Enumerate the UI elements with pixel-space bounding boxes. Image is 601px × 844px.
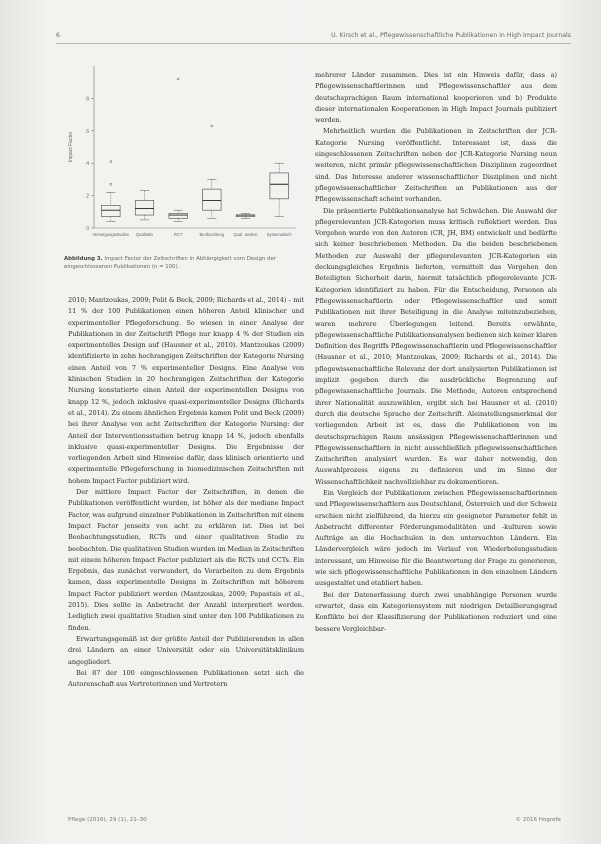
y-tick-label: 6	[86, 128, 89, 135]
left-column	[68, 295, 304, 690]
y-axis-label: Impact Factor	[68, 131, 74, 163]
box	[135, 200, 154, 215]
outlier-point	[211, 125, 213, 127]
box-group	[233, 213, 258, 237]
outlier-point	[177, 78, 179, 80]
box	[203, 189, 222, 210]
x-category-label: Systematisch	[266, 232, 292, 237]
caption-label: Abbildung 3.	[64, 256, 103, 262]
left-paragraph-1: 2010; Mantzoukas, 2009; Polit & Beck, 2009; Richards et al., 2014) – mit 11 % der 100 Publikationen einen höheren Anteil klinischer und experimenteller Pflegeforschung. So wiesen in einer Analyse der Publikationen in der Zeitschrift Pflege nur knapp 4 % der Studien ein experimentelles Design auf (Hausner et al., 2010). Mantzoukas (2009) identifizierte in zehn hochrangigen Zeitschriften der Kategorie Nursing einen Anteil von 7 % experimenteller Designs. Eine Analyse von klinischen Studien in 20 hochrangigen Zeitschriften der Kategorie Nursing konstatierte einen Anteil der experimentellen Designs von knapp 12 %, jedoch inklusive quasi-experimenteller Designs (Richards et al., 2014). Zu einem ähnlichen Ergebnis kamen Polit und Beck (2009) bei ihrer Analyse von acht Zeitschriften der Kategorie Nursing: der Anteil der Interventionsstudien betrug knapp 14 %, jedoch ebenfalls inklusive quasi-experimenteller Designs. Die Ergebnisse der vorliegenden Arbeit sind Hinweise dafür, dass klinisch orientierte und experimentelle Pflegeforschung in biomedizinischen Zeitschriften mit hohem Impact Factor publiziert wird.	[68, 296, 304, 485]
box	[169, 213, 188, 218]
outlier-point	[110, 183, 112, 185]
running-head	[56, 30, 571, 44]
figure-caption	[64, 256, 302, 271]
x-category-label: Qualitativ	[135, 232, 154, 237]
running-title: U. Kirsch et al., Pflegewissenschaftliche Publikationen in High Impact Journals	[331, 32, 571, 39]
boxplot-figure	[60, 58, 306, 258]
page-footer	[68, 817, 561, 827]
box-group	[135, 191, 154, 237]
left-paragraph-2: Der mittlere Impact Factor der Zeitschriften, in denen die Publikationen veröffentlicht wurden, ist höher als der mediane Impact Factor, was aufgrund einzelner Publikationen in Zeitschriften mit einem Impact Factor jenseits von acht zu erklären ist. Dies ist bei Beobachtungsstudien, RCTs und einer qualitativen Studie zu beobachten. Die qualitativen Studien wurden im Median in Zeitschriften mit einem höheren Impact Factor publiziert als die RCTs und CCTs. Ein Ergebnis, das zunächst verwundert, da Vorarbeiten zu dem Ergebnis kamen, dass experimentelle Designs in Zeitschriften mit höherem Impact Factor publiziert werden (Mantzoukas, 2009; Papastais et al., 2015). Dies sollte in Anbetracht der Anzahl interpretiert werden. Lediglich zwei qualitative Studien sind unter den 100 Publikationen zu finden.	[68, 488, 304, 632]
left-paragraph-4: Bei 87 der 100 eingeschlossenen Publikationen setzt sich die Autorenschaft aus Vertreterinnen und Vertretern	[68, 668, 304, 689]
x-category-label: Qual. andere	[233, 232, 258, 237]
box	[102, 205, 121, 216]
y-tick-label: 0	[86, 226, 89, 232]
x-category-label: Beobachtung	[199, 232, 225, 237]
header-rule	[56, 43, 571, 44]
right-paragraph-5: Bei der Datenerfassung durch zwei unabhängige Personen wurde erwartet, dass ein Kategoriensystem mit niedrigen Detaillierungsgrad Konflikte bei der Klassifizierung der Publikationen reduziert und eine bessere Vergleichbar-	[315, 590, 557, 633]
box-group	[169, 78, 188, 237]
y-tick-label: 4	[86, 161, 89, 168]
x-category-label: RCT	[173, 232, 183, 237]
box-group	[199, 125, 224, 237]
right-paragraph-4: Ein Vergleich der Publikationen zwischen Pflegewissenschaftlerinnen und Pflegewissenschaftlern aus Deutschland, Österreich und der Schweiz erschien nicht zielführend, da hierzu ein geeigneter Parameter fehlt in Anbetracht differenter Förderungsmodalitäten und -kulturen sowie Aufträge an die Hochschulen in den untersuchten Ländern. Ein Ländervergleich wäre jedoch im Verlauf von Wiederholungsstudien interessant, um Hinweise für die Beantwortung der Frage zu generieren, wie sich pflegewissenschaftliche Publikationen in den einzelnen Ländern ausgestaltet und etabliert haben.	[315, 488, 557, 588]
x-category-label: Versorgungsstudien	[92, 232, 130, 237]
left-paragraph-3: Erwartungsgemäß ist der größte Anteil der Publizierenden in allen drei Ländern an einer Universität oder ein Universitätsklinikum angegliedert.	[68, 634, 304, 666]
footer-copyright: © 2016 Hogrefe	[515, 817, 561, 823]
right-column	[315, 70, 557, 635]
y-tick-label: 8	[86, 96, 89, 103]
y-tick-label: 2	[86, 193, 89, 200]
boxplot-chart	[60, 58, 306, 258]
box-group	[92, 161, 130, 237]
box-group	[267, 163, 293, 237]
outlier-point	[110, 161, 112, 163]
caption-text: Impact Factor der Zeitschriften in Abhängigkeit vom Design der eingeschlossenen Publikationen (n = 100).	[64, 256, 277, 270]
footer-citation: Pflege (2016), 29 (1), 21–30	[68, 817, 147, 823]
box	[270, 173, 289, 199]
right-paragraph-3: Die präsentierte Publikationsanalyse hat Schwächen. Die Auswahl der pflegerelevanten JCR-Kategorien muss kritisch reflektiert werden. Das Vorgehen wurde von den Autoren (CR, JH, BM) entwickelt und bedürfte sich keiner beschriebenen Methoden. Da die beiden beschriebenen Methoden zur Auswahl der pflegerelevanten JCR-Kategorien ein deckungsgleiches Ergebnis lieferten, vermittelt das Vorgehen den Beteiligten Sicherheit darin, hiermit tatsächlich pflegerelevante JCR-Kategorien identifiziert zu haben. Für die Entscheidung, Personen als Pflegewissenschaftlerin oder Pflegewissenschaftler und somit Publikationen mit ihrer Beteiligung in die Analyse miteinzubeziehen, waren mehrere Überlegungen leitend. Bereits erwähnte, pflegewissenschaftliche Publikationsanalysen bedienen sich keiner klaren Definition des Begriffs Pflegewissenschaftlerin und Pflegewissenschaftler (Hausner et al., 2010; Mantzoukas, 2009; Richards et al., 2014). Die pflegewissenschaftliche Relevanz der dort analysierten Publikationen ist implizit gegeben durch die ausdrückliche Begrenzung auf pflegewissenschaftliche Journals. Die Methode, Autoren entsprechend ihrer Nationalität auszuwählen, ergibt sich bei Hausner et al. (2010) durch die deutsche Sprache der Zeitschrift. Aleinstellungsmerkmal der vorliegenden Arbeit ist es, dass die Publikationen von im deutschsprachigen Raum ansässigen Pflegewissenschaftlerinnen und Pflegewissenschaftlern in nicht ausschließlich pflegewissenschaftlichen Zeitschriften analysiert wurden. Es war daher notwendig, den Auswahlprozess eigens zu definieren und im Sinne der Wissenschaftlichkeit nachvollziehbar zu dokumentieren.	[315, 206, 557, 486]
right-paragraph-2: Mehrheitlich wurden die Publikationen in Zeitschriften der JCR-Kategorie Nursing veröffentlicht. Interessant ist, dass die eingeschlossenen Zeitschriften neben der JCR-Kategorie Nursing neun weiteren, nicht primär pflegewissenschaftlichen Disziplinen zugeordnet sind. Das Interesse anderer wissenschaftlicher Disziplinen und nicht pflegewissenschaftlicher Zeitschriften an Publikationen aus der Pflegewissenschaft scheint vorhanden.	[315, 127, 557, 204]
page-number: 6	[56, 32, 60, 39]
right-paragraph-1: mehrerer Länder zusammen. Dies ist ein Hinweis dafür, dass a) Pflegewissenschaftlerinnen und Pflegewissenschaftler aus dem deutschsprachigen Raum international kooperieren und b) Produkte dieser internationalen Kooperationen in High Impact Journals publiziert werden.	[315, 71, 557, 125]
